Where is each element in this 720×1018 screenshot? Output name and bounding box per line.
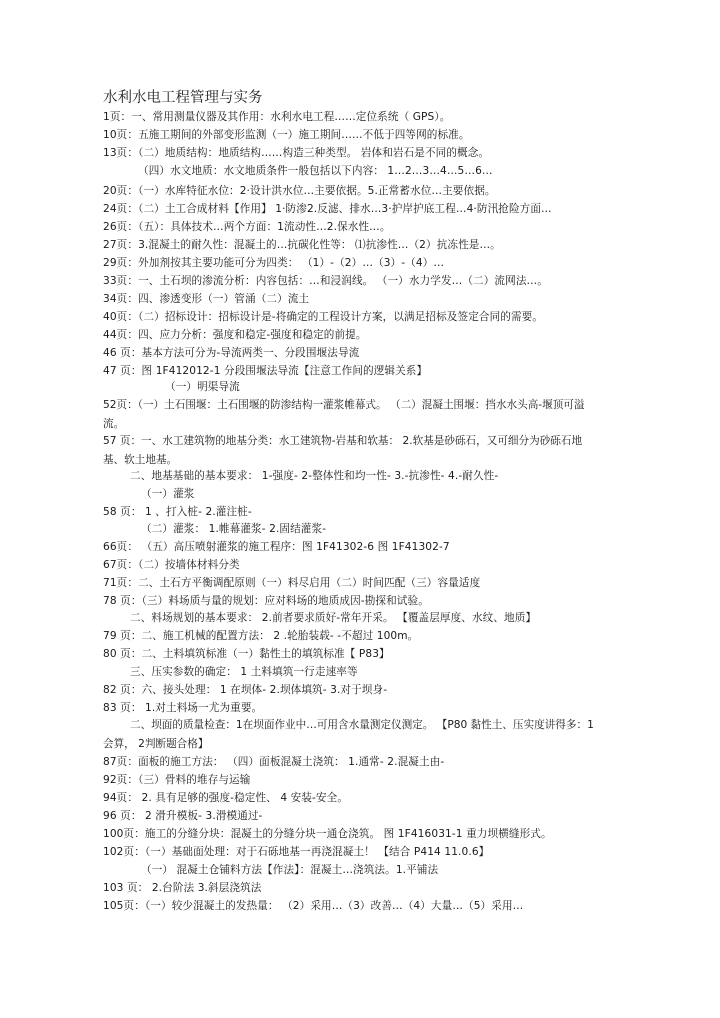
text-paragraph: 52页：（一）土石围堰：土石围堰的防渗结构一灌浆帷幕式。 （二）混凝土围堰：挡水水头高-堰顶可溢流。 [103,399,585,430]
text-line: 27页：3.混凝土的耐久性：混凝土的…抗碳化性等： ⑴抗渗性…（2）抗冻性是…。 [103,239,501,251]
text-line: 67页：（二）按墙体材料分类 [103,559,240,571]
text-line: 58 页： 1 、打入桩- 2.灌注桩- [103,506,252,518]
text-line: 96 页： 2 滑升模板- 3.滑模通过- [103,810,263,822]
text-line: 100页：施工的分缝分块：混凝土的分缝分块一通仓浇筑。 图 1F416031-1 重力坝横缝形式。 [103,828,552,840]
text-line: （一） 混凝土仓铺料方法【作法】：混凝土…浇筑法。1.平铺法 [141,864,439,876]
text-line: 79 页：二、施工机械的配置方法： 2 .轮胎装载- -不超过 100m。 [103,630,419,642]
text-line: 二、料场规划的基本要求： 2.前者要求质好-常年开采。 【覆盖层厚度、水纹、地质】 [130,612,537,624]
text-line: 83 页： 1.对土料场一尤为重要。 [103,702,263,714]
text-paragraph: 二、坝面的质量检查：1在坝面作业中…可用含水量测定仪测定。 【P80 黏性土、压实度讲得多：1会算， 2判断题合格】 [103,719,594,750]
text-line: 40页：（二）招标设计：招标设计是-将确定的工程设计方案，以满足招标及签定合同的需要。 [103,311,544,323]
text-line: 87页：面板的施工方法： （四）面板混凝土浇筑： 1.通常- 2.混凝土由- [103,756,445,768]
text-line: 13页：（二）地质结构：地质结构……构造三种类型。 岩体和岩石是不同的概念。 [103,147,490,159]
text-line: 103 页： 2.台阶法 3.斜层浇筑法 [103,882,262,894]
text-line: 46 页：基本方法可分为-导流两类一、分段围堰法导流 [103,347,360,359]
text-line: 33页：一、土石坝的渗流分析：内容包括：…和浸润线。 （一）水力学发…（二）流网法…。 [103,275,548,287]
text-line: （二）灌浆： 1.帷幕灌浆- 2.固结灌浆- [141,523,327,535]
text-line: 10页：五施工期间的外部变形监测（一）施工期间……不低于四等网的标准。 [103,129,470,141]
text-paragraph: 57 页：一、水工建筑物的地基分类：水工建筑物-岩基和软基： 2.软基是砂砾石，又可细分为砂砾石地基、软土地基。 [103,435,583,466]
text-line: 34页：四、渗透变形（一）管涌（二）流土 [103,293,310,305]
document-title: 水利水电工程管理与实务 [103,90,263,106]
text-line: （一）灌浆 [141,488,195,500]
text-line: 29页：外加剂按其主要功能可分为四类： （1）-（2）…（3）-（4）… [103,257,445,269]
text-line: 80 页：二、土料填筑标准（一）黏性土的填筑标准【 P83】 [103,648,390,660]
text-line: 102页：（一）基础面处理：对于石砾地基一再浇混凝土！ 【结合 P414 11.0.6】 [103,846,490,858]
text-line: 24页：（二）土工合成材料【作用】 1·防渗2.反滤、排水…3·护岸护底工程…4·防汛抢险方面… [103,203,552,215]
text-line: （一）明渠导流 [165,381,240,393]
text-line: 三、压实参数的确定： 1 土料填筑一行走速率等 [130,666,358,678]
text-line: （四）水文地质：水文地质条件一般包括以下内容： 1…2…3…4…5…6… [138,165,493,177]
text-line: 71页：二、土石方平衡调配原则（一）料尽启用（二）时间匹配（三）容量适度 [103,577,481,589]
text-line: 94页： 2. 具有足够的强度-稳定性、 4 安装-安全。 [103,792,349,804]
text-line: 66页： （五）高压喷射灌浆的施工程序：图 1F41302-6 图 1F41302-7 [103,541,450,553]
text-line: 47 页：图 1F412012-1 分段围堰法导流【注意工作间的逻辑关系】 [103,365,428,377]
text-line: 二、地基基础的基本要求： 1-强度- 2-整体性和均一性- 3.-抗渗性- 4.-耐久性- [130,470,499,482]
text-line: 20页：（一）水库特征水位：2·设计洪水位…主要依据。5.正常蓄水位…主要依据。 [103,185,496,197]
text-line: 92页：（三）骨料的堆存与运输 [103,774,251,786]
text-line: 44页：四、应力分析：强度和稳定-强度和稳定的前提。 [103,329,367,341]
text-line: 1页：一、常用测量仪器及其作用：水利水电工程……定位系统（ GPS）。 [103,111,451,123]
text-line: 105页：（一）较少混凝土的发热量： （2）采用…（3）改善…（4）大量…（5）采用… [103,900,524,912]
text-line: 78 页：（三）料场质与量的规划：应对料场的地质成因-勘探和试验。 [103,595,429,607]
text-line: 82 页：六、接头处理： 1 在坝体- 2.坝体填筑- 3.对于坝身- [103,684,388,696]
text-line: 26页：（五）：具体技术…两个方面：1流动性…2.保水性…。 [103,221,391,233]
